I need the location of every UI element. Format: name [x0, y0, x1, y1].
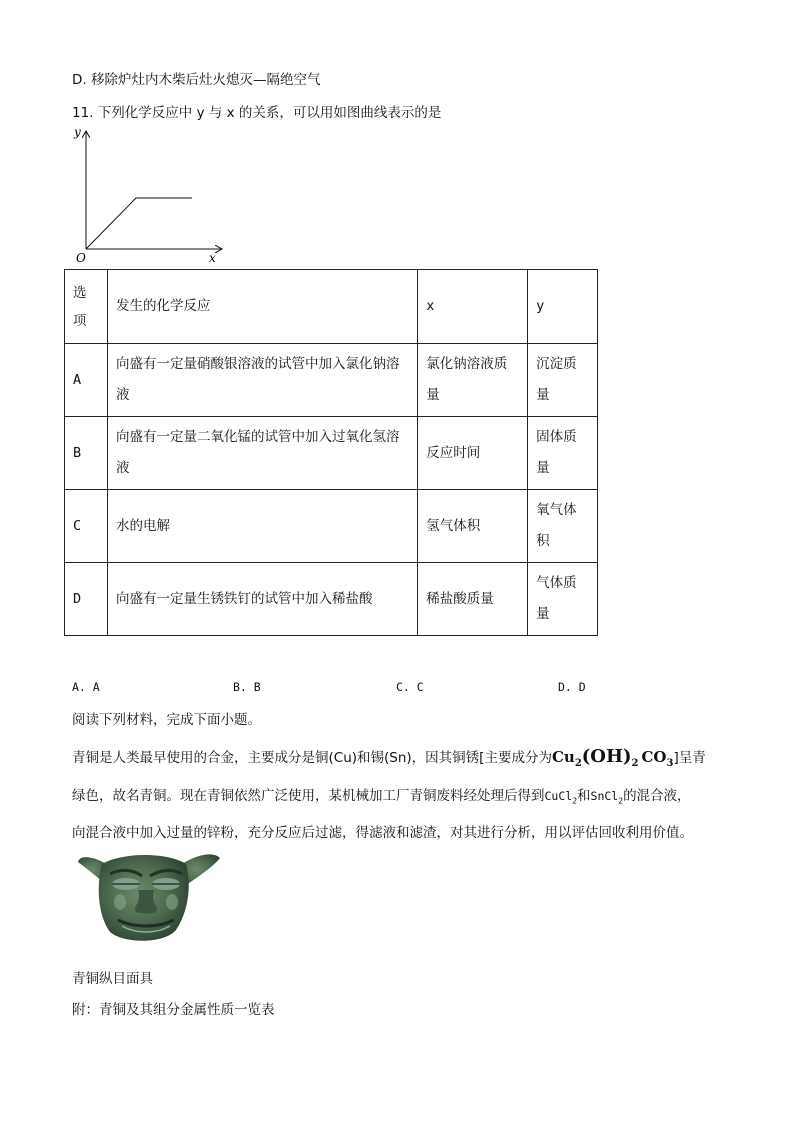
- reading-intro: 阅读下列材料，完成下面小题。: [72, 712, 261, 728]
- question-number: 11.: [72, 105, 94, 121]
- para-line2-c: 的混合液，: [623, 788, 691, 804]
- choice-d[interactable]: D. D: [558, 680, 586, 694]
- row-reaction: 向盛有一定量生锈铁钉的试管中加入稀盐酸: [107, 563, 417, 636]
- row-x: 氯化钠溶液质量: [418, 344, 528, 417]
- row-option: D: [65, 563, 108, 636]
- y-axis-label: y: [74, 125, 81, 139]
- table-row: [65, 563, 598, 636]
- row-option: A: [65, 344, 108, 417]
- row-reaction: 向盛有一定量硝酸银溶液的试管中加入氯化钠溶液: [107, 344, 417, 417]
- table-header-row: [65, 270, 598, 344]
- question-text: 下列化学反应中 y 与 x 的关系，可以用如图曲线表示的是: [97, 105, 442, 121]
- row-option: C: [65, 490, 108, 563]
- choice-c[interactable]: C. C: [396, 680, 424, 694]
- row-y: 气体质量: [528, 563, 598, 636]
- header-option: 选项: [65, 270, 108, 344]
- row-reaction: 水的电解: [107, 490, 417, 563]
- table-row: [65, 344, 598, 417]
- sncl2-formula: SnCl$_2$: [590, 789, 624, 806]
- row-x: 反应时间: [418, 417, 528, 490]
- table-row: [65, 417, 598, 490]
- origin-label: O: [76, 251, 86, 265]
- row-y: 氧气体积: [528, 490, 598, 563]
- reading-paragraph: [72, 741, 722, 849]
- para-line2-b: 和: [577, 788, 591, 804]
- x-axis-label: x: [209, 251, 216, 265]
- previous-option-d: D. 移除炉灶内木柴后灶火熄灭—隔绝空气: [72, 72, 321, 88]
- header-y: y: [528, 270, 598, 344]
- appendix-note: 附：青铜及其组分金属性质一览表: [72, 1002, 275, 1018]
- row-x: 氢气体积: [418, 490, 528, 563]
- curve: [86, 198, 192, 249]
- row-option: B: [65, 417, 108, 490]
- para-line1-b: ]呈青: [673, 750, 706, 766]
- header-x: x: [418, 270, 528, 344]
- para-line2-a: 绿色，故名青铜。现在青铜依然广泛使用，某机械加工厂青铜废料经处理后得到: [72, 788, 545, 804]
- para-line3: 向混合液中加入过量的锌粉，充分反应后过滤，得滤液和滤渣，对其进行分析，用以评估回收利用价值。: [72, 825, 693, 842]
- choice-a[interactable]: A. A: [72, 680, 100, 694]
- table-row: [65, 490, 598, 563]
- header-reaction: 发生的化学反应: [107, 270, 417, 344]
- question-11-stem: [72, 101, 441, 121]
- row-y: 固体质量: [528, 417, 598, 490]
- image-caption: 青铜纵目面具: [72, 971, 153, 987]
- options-table: [64, 269, 598, 636]
- copper-rust-formula: $Cu_2(OH)_2$ $CO_3$: [551, 746, 674, 769]
- row-x: 稀盐酸质量: [418, 563, 528, 636]
- cucl2-formula: CuCl$_2$: [544, 789, 578, 806]
- question-graph: [66, 124, 226, 266]
- row-reaction: 向盛有一定量二氧化锰的试管中加入过氧化氢溶液: [107, 417, 417, 490]
- para-line1-a: 青铜是人类最早使用的合金，主要成分是铜(Cu)和锡(Sn)，因其铜锈[主要成分为: [72, 750, 552, 766]
- row-y: 沉淀质量: [528, 344, 598, 417]
- choice-b[interactable]: B. B: [233, 680, 261, 694]
- bronze-mask-image: [72, 846, 224, 946]
